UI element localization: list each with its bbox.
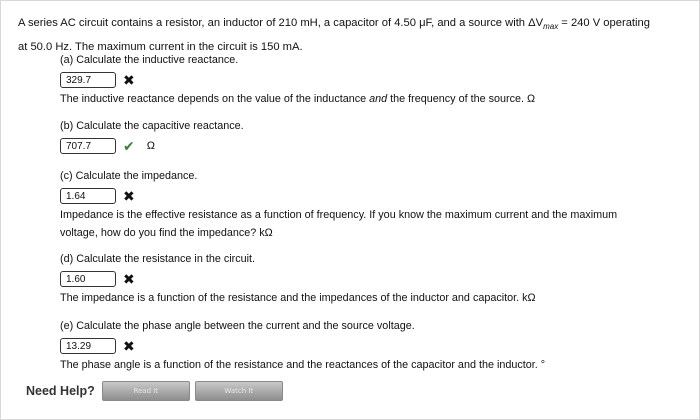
- incorrect-x-icon: ✖: [123, 271, 135, 287]
- watch-it-button[interactable]: Watch It: [195, 381, 283, 401]
- feedback-a-text: The inductive reactance depends on the value of the inductance: [60, 93, 370, 105]
- answer-row-c: [60, 186, 690, 206]
- part-d: [60, 250, 690, 307]
- incorrect-x-icon: ✖: [123, 72, 135, 88]
- problem-line-2: at 50.0 Hz. The maximum current in the circuit is 150 mA.: [18, 41, 303, 53]
- feedback-c-line-2: voltage, how do you find the impedance? kΩ: [60, 227, 273, 239]
- read-it-button[interactable]: Read It: [102, 381, 190, 401]
- part-a: [60, 51, 690, 108]
- unit-b: Ω: [146, 140, 155, 152]
- correct-check-icon: ✔: [123, 138, 135, 154]
- need-help-bar: [26, 381, 288, 401]
- problem-text: A series AC circuit contains a resistor, an inductor of 210 mH, a capacitor of 4.50 μF, and a source with ΔV: [18, 17, 544, 29]
- feedback-e: The phase angle is a function of the resistance and the reactances of the capacitor and the inductor. °: [60, 359, 546, 371]
- part-c: [60, 167, 690, 242]
- delta-v-subscript: max: [543, 22, 559, 31]
- answer-input-a[interactable]: 329.7: [60, 72, 116, 88]
- question-b: (b) Calculate the capacitive reactance.: [60, 120, 244, 132]
- question-a: (a) Calculate the inductive reactance.: [60, 54, 239, 66]
- problem-line-1: [18, 13, 690, 37]
- answer-row-e: [60, 336, 690, 356]
- incorrect-x-icon: ✖: [123, 338, 135, 354]
- part-b: [60, 117, 690, 156]
- feedback-a: [60, 90, 690, 108]
- feedback-a-end: the frequency of the source. Ω: [387, 93, 536, 105]
- need-help-label: Need Help?: [26, 384, 95, 398]
- answer-row-a: [60, 70, 690, 90]
- question-d: (d) Calculate the resistance in the circuit.: [60, 253, 256, 265]
- feedback-c-line-1: Impedance is the effective resistance as a function of frequency. If you know the maximum current and the maximum: [60, 209, 618, 221]
- answer-input-e[interactable]: 13.29: [60, 338, 116, 354]
- question-e: (e) Calculate the phase angle between the current and the source voltage.: [60, 320, 415, 332]
- feedback-d: The impedance is a function of the resistance and the impedances of the inductor and capacitor. kΩ: [60, 292, 536, 304]
- incorrect-x-icon: ✖: [123, 188, 135, 204]
- part-e: [60, 317, 690, 374]
- answer-input-c[interactable]: 1.64: [60, 188, 116, 204]
- answer-row-d: [60, 269, 690, 289]
- answer-input-d[interactable]: 1.60: [60, 271, 116, 287]
- answer-row-b: [60, 136, 690, 156]
- problem-text-cont: = 240 V operating: [558, 17, 650, 29]
- answer-input-b[interactable]: 707.7: [60, 138, 116, 154]
- feedback-a-emphasis: and: [369, 93, 388, 105]
- question-c: (c) Calculate the impedance.: [60, 170, 198, 182]
